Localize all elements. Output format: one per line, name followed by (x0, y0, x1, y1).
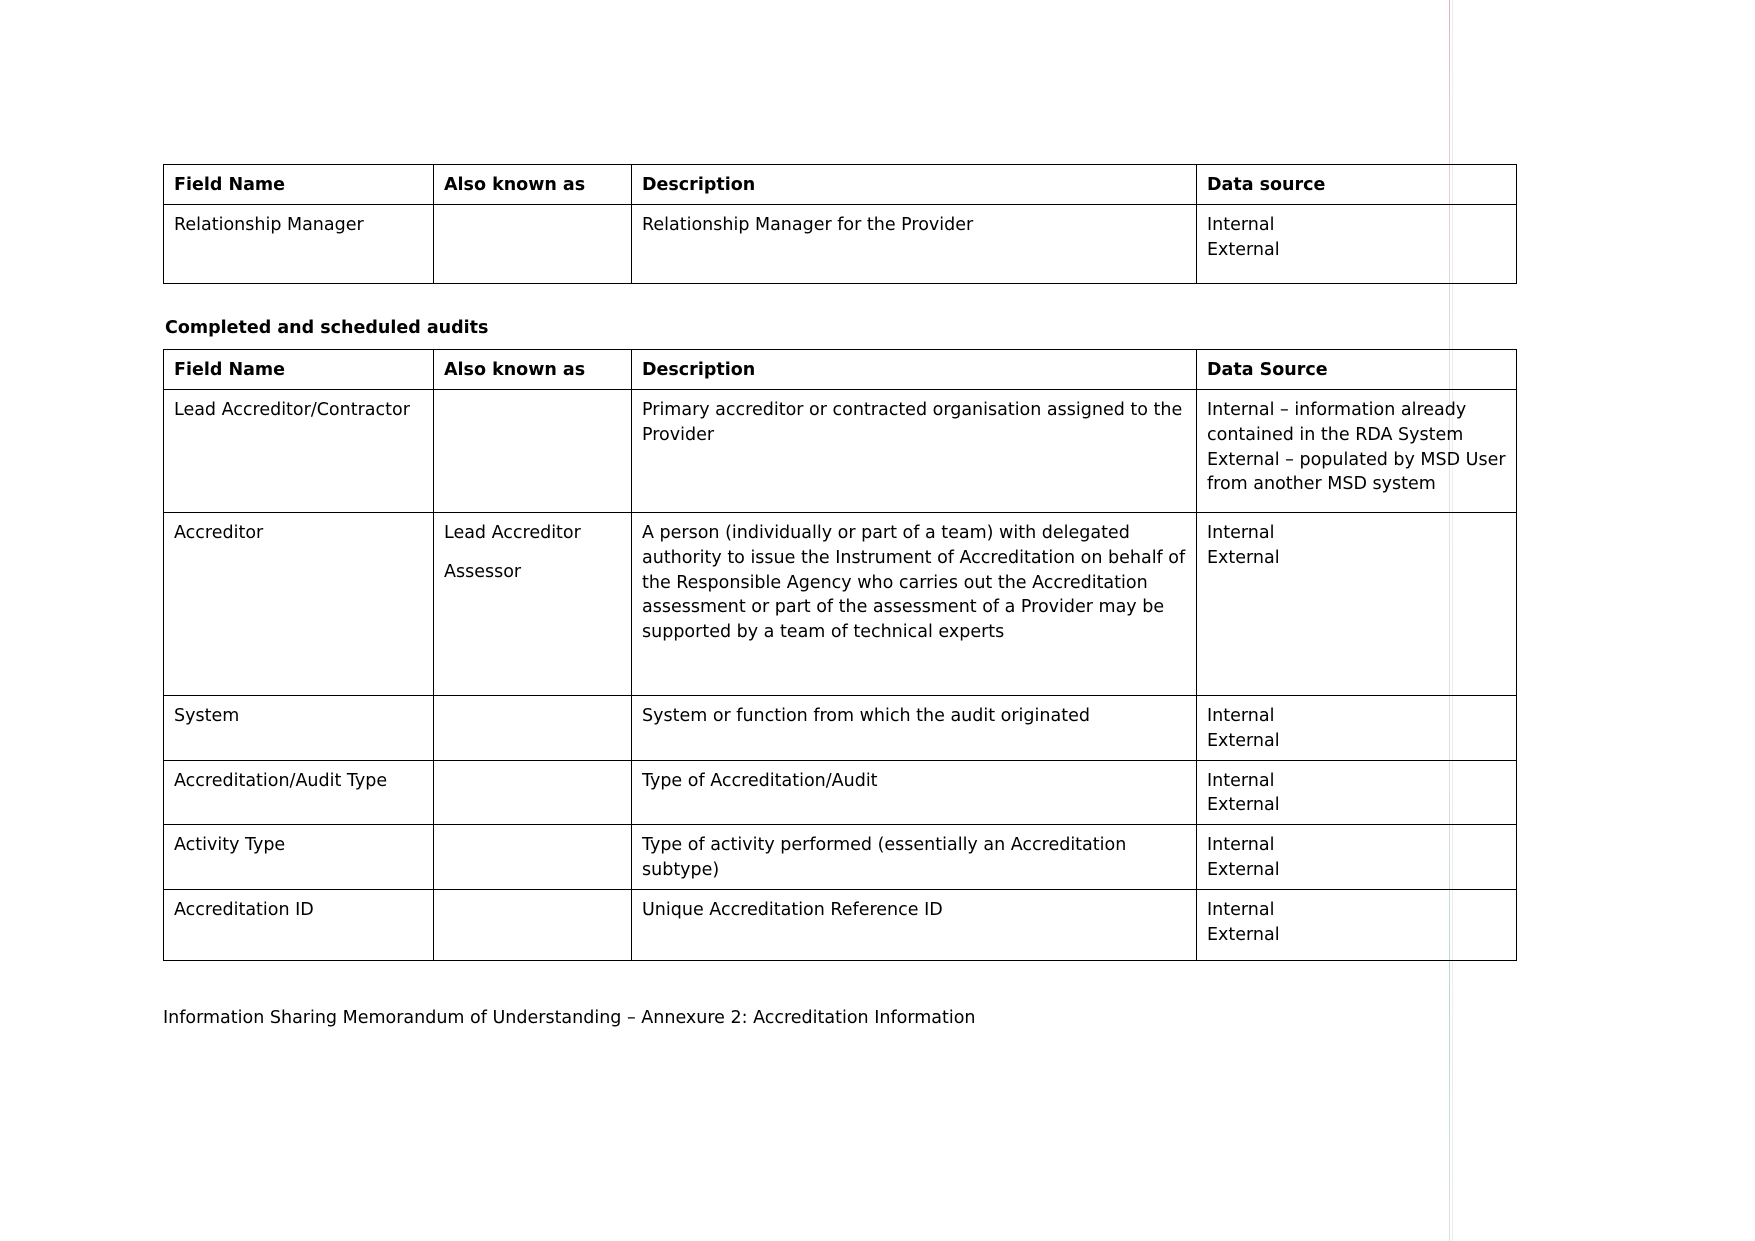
relationship-manager-table (163, 164, 1517, 284)
cell-description: A person (individually or part of a team) with delegated authority to issue the Instrument of Accreditation on behalf of the Responsible Agency who carries out the Accreditation assessment or part of the assessment of a Provider may be supported by a team of technical experts (632, 512, 1197, 695)
cell-field-name: Activity Type (164, 825, 434, 890)
cell-data-source (1197, 204, 1517, 283)
data-source-line: Internal (1207, 770, 1275, 791)
cell-data-source (1197, 889, 1517, 960)
table-header-row (164, 165, 1517, 205)
cell-field-name: Accreditation/Audit Type (164, 760, 434, 825)
data-source-line: Internal (1207, 835, 1275, 856)
data-source-line: Internal (1207, 214, 1275, 235)
table-row (164, 512, 1517, 695)
table-row (164, 825, 1517, 890)
cell-also-known-as (434, 389, 632, 512)
cell-description: Primary accreditor or contracted organisation assigned to the Provider (632, 389, 1197, 512)
column-header-description: Description (632, 165, 1197, 205)
cell-description: Relationship Manager for the Provider (632, 204, 1197, 283)
column-header-data-source: Data Source (1197, 350, 1517, 390)
cell-description: Type of activity performed (essentially an Accreditation subtype) (632, 825, 1197, 890)
table-header-row (164, 350, 1517, 390)
table-row (164, 389, 1517, 512)
cell-description: Type of Accreditation/Audit (632, 760, 1197, 825)
spacer (444, 546, 621, 560)
data-source-line: External – populated by MSD User from another MSD system (1207, 449, 1506, 495)
cell-data-source (1197, 760, 1517, 825)
cell-data-source (1197, 512, 1517, 695)
table-row (164, 889, 1517, 960)
section-heading: Completed and scheduled audits (165, 318, 489, 338)
cell-field-name: Lead Accreditor/Contractor (164, 389, 434, 512)
cell-data-source (1197, 695, 1517, 760)
data-source-line: External (1207, 239, 1280, 260)
cell-field-name: Relationship Manager (164, 204, 434, 283)
cell-also-known-as (434, 825, 632, 890)
cell-description: Unique Accreditation Reference ID (632, 889, 1197, 960)
table-row (164, 204, 1517, 283)
column-header-also-known-as: Also known as (434, 350, 632, 390)
table-row (164, 695, 1517, 760)
cell-also-known-as (434, 760, 632, 825)
data-source-line: External (1207, 730, 1280, 751)
data-source-line: External (1207, 547, 1280, 568)
data-source-line: External (1207, 795, 1280, 816)
data-source-line: Internal (1207, 705, 1275, 726)
column-header-field-name: Field Name (164, 165, 434, 205)
document-footer: Information Sharing Memorandum of Understanding – Annexure 2: Accreditation Information (163, 1008, 976, 1028)
data-source-line: External (1207, 924, 1280, 945)
table-row (164, 760, 1517, 825)
cell-also-known-as (434, 889, 632, 960)
cell-also-known-as (434, 512, 632, 695)
cell-data-source (1197, 825, 1517, 890)
column-header-data-source: Data source (1197, 165, 1517, 205)
cell-field-name: Accreditation ID (164, 889, 434, 960)
column-header-also-known-as: Also known as (434, 165, 632, 205)
data-source-line: Internal (1207, 899, 1275, 920)
data-source-line: External (1207, 860, 1280, 881)
cell-data-source (1197, 389, 1517, 512)
cell-also-known-as (434, 695, 632, 760)
column-header-description: Description (632, 350, 1197, 390)
cell-field-name: System (164, 695, 434, 760)
cell-also-known-as (434, 204, 632, 283)
data-source-line: Internal – information already contained in the RDA System (1207, 399, 1467, 445)
completed-scheduled-audits-table (163, 349, 1517, 961)
column-header-field-name: Field Name (164, 350, 434, 390)
also-known-as-line: Lead Accreditor (444, 522, 581, 543)
also-known-as-line: Assessor (444, 561, 522, 582)
cell-description: System or function from which the audit originated (632, 695, 1197, 760)
data-source-line: Internal (1207, 522, 1275, 543)
cell-field-name: Accreditor (164, 512, 434, 695)
